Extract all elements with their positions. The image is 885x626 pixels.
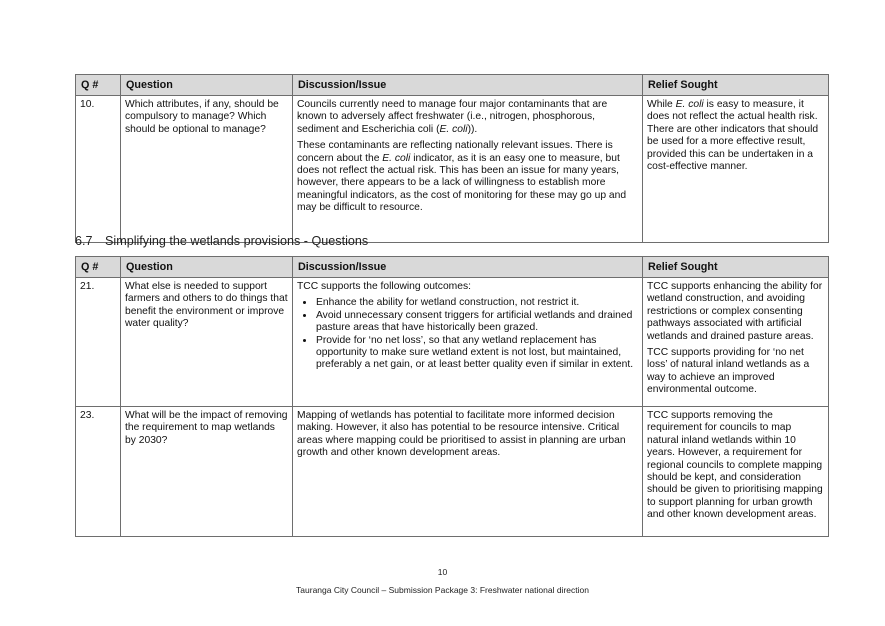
discussion-cell: [293, 278, 643, 407]
outcomes-list: [297, 297, 638, 371]
discussion-cell: [293, 96, 643, 243]
header-relief-sought: Relief Sought: [643, 75, 829, 96]
footer-document-title: Tauranga City Council – Submission Package 3: Freshwater national direction: [296, 585, 589, 595]
relief-cell: [643, 407, 829, 537]
table-header-row: [76, 75, 829, 96]
question-cell: What will be the impact of removing the requirement to map wetlands by 2030?: [121, 407, 293, 537]
relief-cell: [643, 278, 829, 407]
table-header-row: [76, 257, 829, 278]
question-cell: What else is needed to support farmers and others to do things that benefit the environment or improve water quality?: [121, 278, 293, 407]
q-number-cell: 23.: [76, 407, 121, 537]
discussion-paragraph: These contaminants are reflecting nationally relevant issues. There is concern about the E. coli indicator, as it is an easy one to measure, but does not reflect the actual risk. This has been an issue for many years, however, there appears to be a lack of willingness to establish more meaningful indicators, as the cost of monitoring for these may go up and may be difficult to resource.: [297, 140, 627, 214]
discussion-paragraph: Councils currently need to manage four major contaminants that are known to adversely affect freshwater (i.e., nitrogen, phosphorous, sediment and Escherichia coli (E. coli)).: [297, 99, 608, 135]
section-number: 6.7: [75, 234, 93, 248]
relief-paragraph: While E. coli is easy to measure, it does not reflect the actual health risk. There are other indicators that should be used for a more effective result, provided this can be undertaken in a cost-effective manner.: [647, 99, 819, 173]
relief-paragraph: TCC supports enhancing the ability for wetland construction, and avoiding restrictions or complex consenting pathways associated with artificial wetlands and drained pasture areas.: [647, 281, 823, 342]
section-title: Simplifying the wetlands provisions - Questions: [105, 234, 369, 248]
table-row: [76, 407, 829, 537]
list-item: • Provide for ‘no net loss’, so that any wetland replacement has opportunity to make sure wetland extent is not lost, but maintained, preferably a net gain, or at least better quality even if similar in extent.: [315, 335, 638, 372]
list-item: • Enhance the ability for wetland construction, not restrict it.: [315, 297, 638, 309]
relief-cell: [643, 96, 829, 243]
header-discussion: Discussion/Issue: [293, 257, 643, 278]
relief-paragraph: TCC supports removing the requirement for councils to map natural inland wetlands within 10 years. However, a requirement for regional councils to complete mapping should be kept, and consideration should be given to prioritising mapping to support planning for urban growth and other known development areas.: [647, 410, 823, 521]
table-row: [76, 96, 829, 243]
header-q-number: Q #: [76, 75, 121, 96]
page-number: 10: [437, 567, 448, 577]
question-cell: Which attributes, if any, should be compulsory to manage? Which should be optional to manage?: [121, 96, 293, 243]
q-number-cell: 21.: [76, 278, 121, 407]
header-q-number: Q #: [76, 257, 121, 278]
header-question: Question: [121, 257, 293, 278]
list-item: • Avoid unnecessary consent triggers for artificial wetlands and drained pasture areas that have historically been grazed.: [315, 310, 638, 335]
questions-table-2: [75, 256, 829, 537]
header-discussion: Discussion/Issue: [293, 75, 643, 96]
q-number-cell: 10.: [76, 96, 121, 243]
discussion-paragraph: Mapping of wetlands has potential to facilitate more informed decision making. However, it also has potential to be resource intensive. Critical areas where mapping could be prioritised to assist in planning are urban growth and other known development areas.: [297, 410, 626, 459]
table-row: [76, 278, 829, 407]
discussion-intro: TCC supports the following outcomes:: [297, 281, 471, 292]
questions-table-1: [75, 74, 829, 243]
header-question: Question: [121, 75, 293, 96]
header-relief-sought: Relief Sought: [643, 257, 829, 278]
section-heading: [75, 234, 368, 248]
relief-paragraph: TCC supports providing for ‘no net loss’ of natural inland wetlands as a way to achieve an improved environmental outcome.: [647, 347, 810, 396]
discussion-cell: [293, 407, 643, 537]
